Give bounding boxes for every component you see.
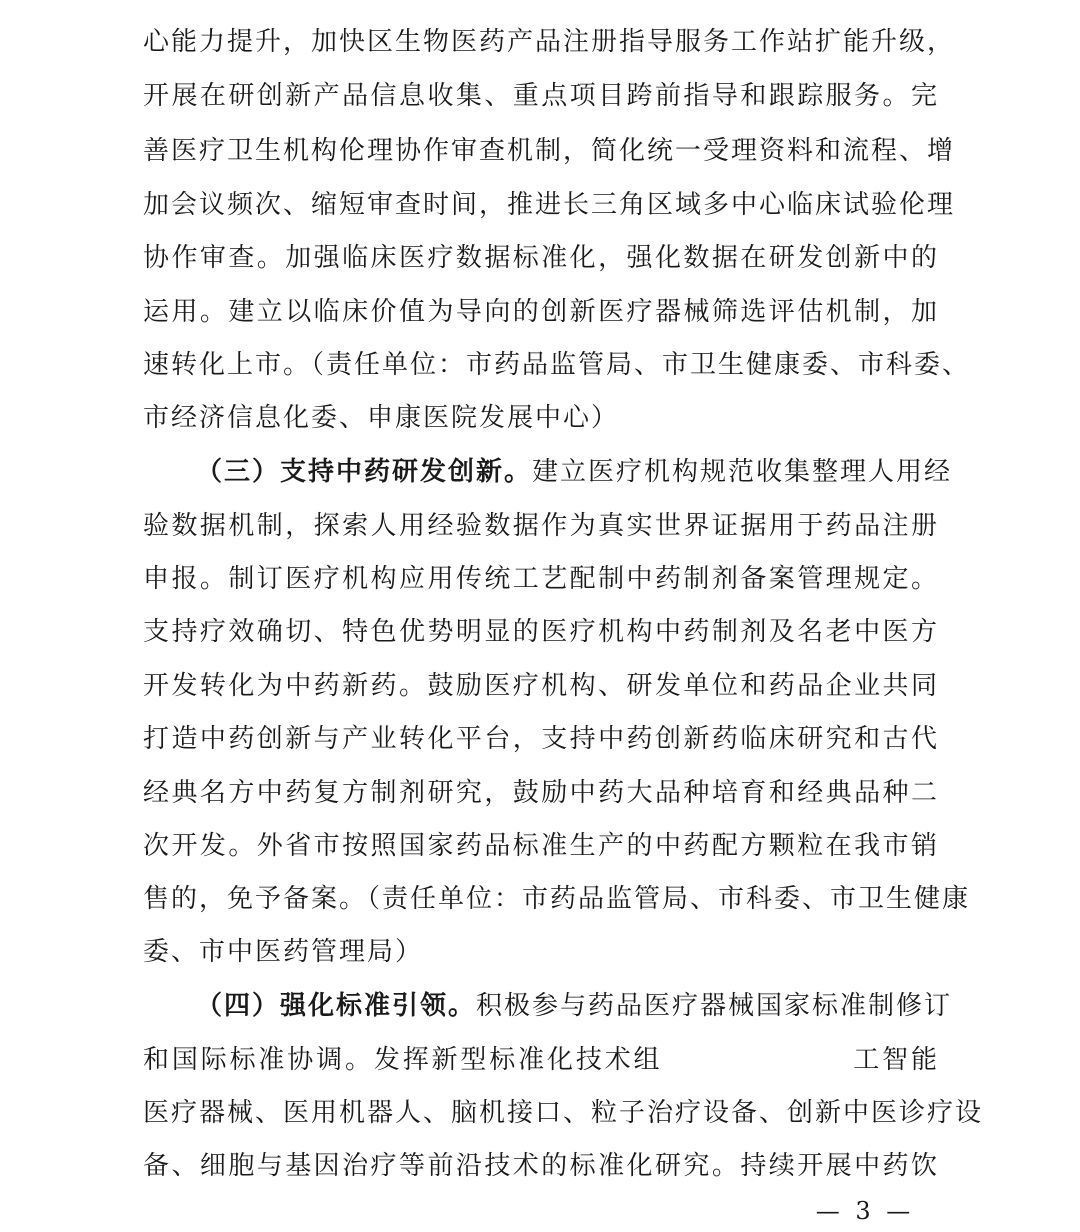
body-line: 开发转化为中药新药。鼓励医疗机构、研发单位和药品企业共同 xyxy=(143,671,939,701)
section-3-text: 建立医疗机构规范收集整理人用经 xyxy=(532,457,953,487)
redacted-line-right: 工智能 xyxy=(852,1045,939,1075)
section-4-first-line xyxy=(196,986,953,1026)
body-line: 速转化上市。（责任单位：市药品监管局、市卫生健康委、市科委、 xyxy=(143,350,971,380)
body-line: 售的，免予备案。（责任单位：市药品监管局、市科委、市卫生健康 xyxy=(143,884,971,914)
body-line: 备、细胞与基因治疗等前沿技术的标准化研究。持续开展中药饮 xyxy=(143,1151,939,1181)
body-line: 经典名方中药复方制剂研究，鼓励中药大品种培育和经典品种二 xyxy=(143,778,939,808)
section-3-heading: （三）支持中药研发创新。 xyxy=(196,457,533,487)
body-line: 运用。建立以临床价值为导向的创新医疗器械筛选评估机制，加 xyxy=(143,297,939,327)
body-line: 开展在研创新产品信息收集、重点项目跨前指导和跟踪服务。完 xyxy=(143,81,939,111)
body-line: 善医疗卫生机构伦理协作审查机制，简化统一受理资料和流程、增 xyxy=(143,136,956,166)
redaction-block xyxy=(662,1048,852,1074)
body-line: 申报。制订医疗机构应用传统工艺配制中药制剂备案管理规定。 xyxy=(143,564,939,594)
body-line: 打造中药创新与产业转化平台，支持中药创新药临床研究和古代 xyxy=(143,724,939,754)
body-line: 协作审查。加强临床医疗数据标准化，强化数据在研发创新中的 xyxy=(143,243,939,273)
section-3-first-line xyxy=(196,452,953,492)
body-line: 验数据机制，探索人用经验数据作为真实世界证据用于药品注册 xyxy=(143,511,939,541)
body-line: 心能力提升，加快区生物医药产品注册指导服务工作站扩能升级， xyxy=(143,27,956,57)
redacted-line-left: 和国际标准协调。发挥新型标准化技术组 xyxy=(143,1045,663,1075)
body-line: 医疗器械、医用机器人、脑机接口、粒子治疗设备、创新中医诊疗设 xyxy=(143,1098,984,1128)
body-line: 加会议频次、缩短审查时间，推进长三角区域多中心临床试验伦理 xyxy=(143,190,956,220)
page-number: — 3 — xyxy=(815,1197,915,1225)
section-4-heading: （四）强化标准引领。 xyxy=(196,991,477,1021)
body-line: 支持疗效确切、特色优势明显的医疗机构中药制剂及名老中医方 xyxy=(143,617,939,647)
body-line: 次开发。外省市按照国家药品标准生产的中药配方颗粒在我市销 xyxy=(143,831,939,861)
body-line: 市经济信息化委、申康医院发展中心） xyxy=(143,403,620,433)
section-4-text: 积极参与药品医疗器械国家标准制修订 xyxy=(476,991,953,1021)
redacted-line xyxy=(143,1040,939,1080)
body-line: 委、市中医药管理局） xyxy=(143,937,424,967)
